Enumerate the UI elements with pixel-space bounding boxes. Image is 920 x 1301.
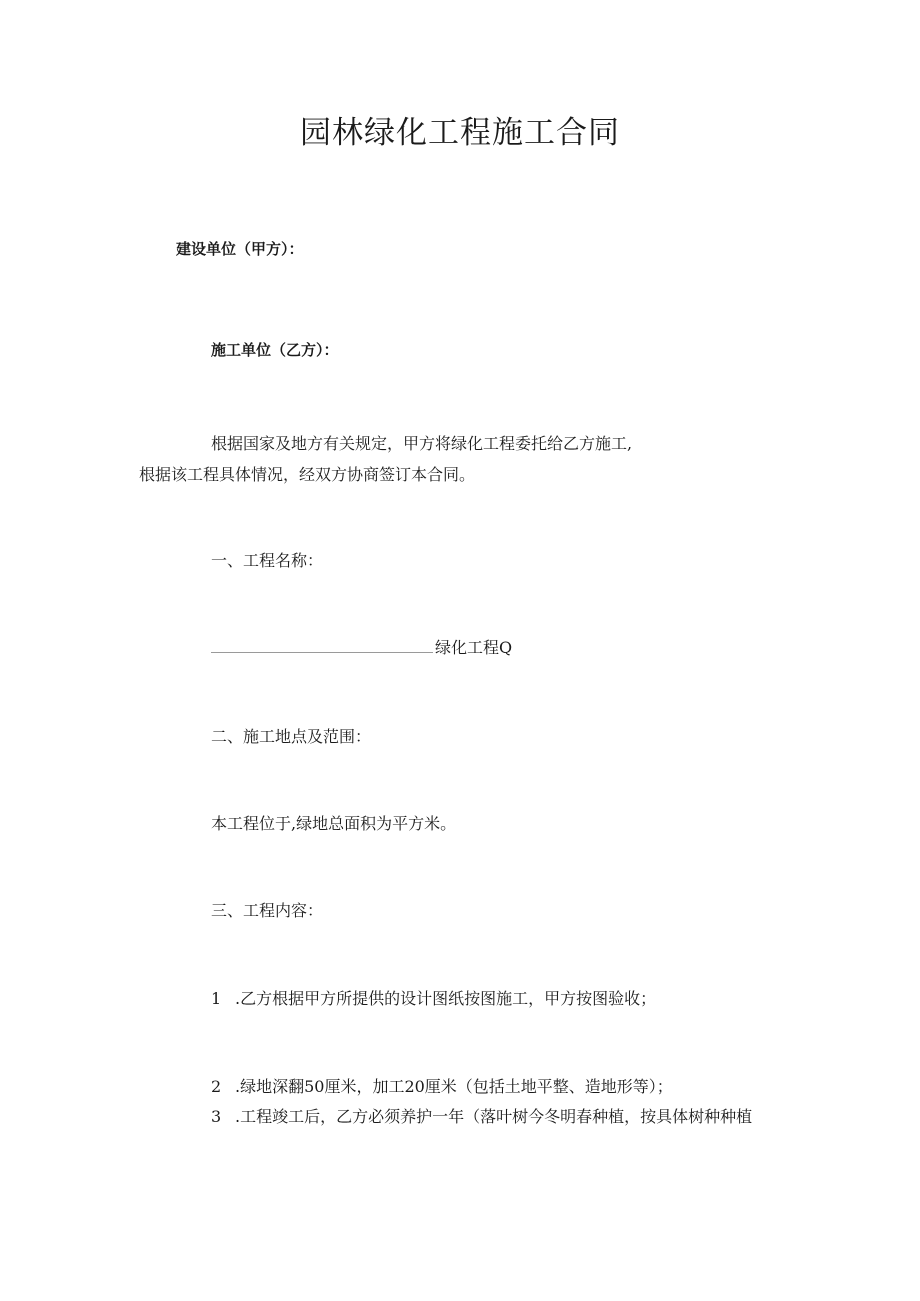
list-item-text: .绿地深翻50厘米，加工20厘米（包括土地平整、造地形等）； [235, 1077, 673, 1096]
party-b-label: 施工单位（乙方）： [211, 341, 339, 359]
intro-paragraph-line-1: 根据国家及地方有关规定，甲方将绿化工程委托给乙方施工, [211, 434, 633, 453]
list-item [211, 1106, 752, 1128]
intro-paragraph-line-2: 根据该工程具体情况，经双方协商签订本合同。 [139, 465, 476, 484]
section-3-heading: 三、工程内容： [211, 901, 324, 920]
list-item [211, 1076, 673, 1098]
section-2-heading: 二、施工地点及范围： [211, 727, 372, 746]
list-item-number: 2 [211, 1077, 222, 1096]
list-item [211, 988, 656, 1010]
section-1-heading: 一、工程名称： [211, 551, 324, 570]
list-item-text: .工程竣工后，乙方必须养护一年（落叶树今冬明春种植，按具体树种种植 [235, 1107, 753, 1126]
list-item-number: 1 [211, 989, 222, 1008]
party-a-label: 建设单位（甲方）： [176, 240, 304, 258]
list-item-number: 3 [211, 1107, 222, 1126]
location-text: 本工程位于,绿地总面积为平方米。 [211, 814, 457, 833]
project-name-line [211, 637, 512, 659]
list-item-text: .乙方根据甲方所提供的设计图纸按图施工，甲方按图验收； [235, 989, 657, 1008]
project-name-blank [211, 637, 433, 653]
project-name-suffix: 绿化工程Q [435, 638, 513, 657]
document-title: 园林绿化工程施工合同 [300, 115, 620, 151]
